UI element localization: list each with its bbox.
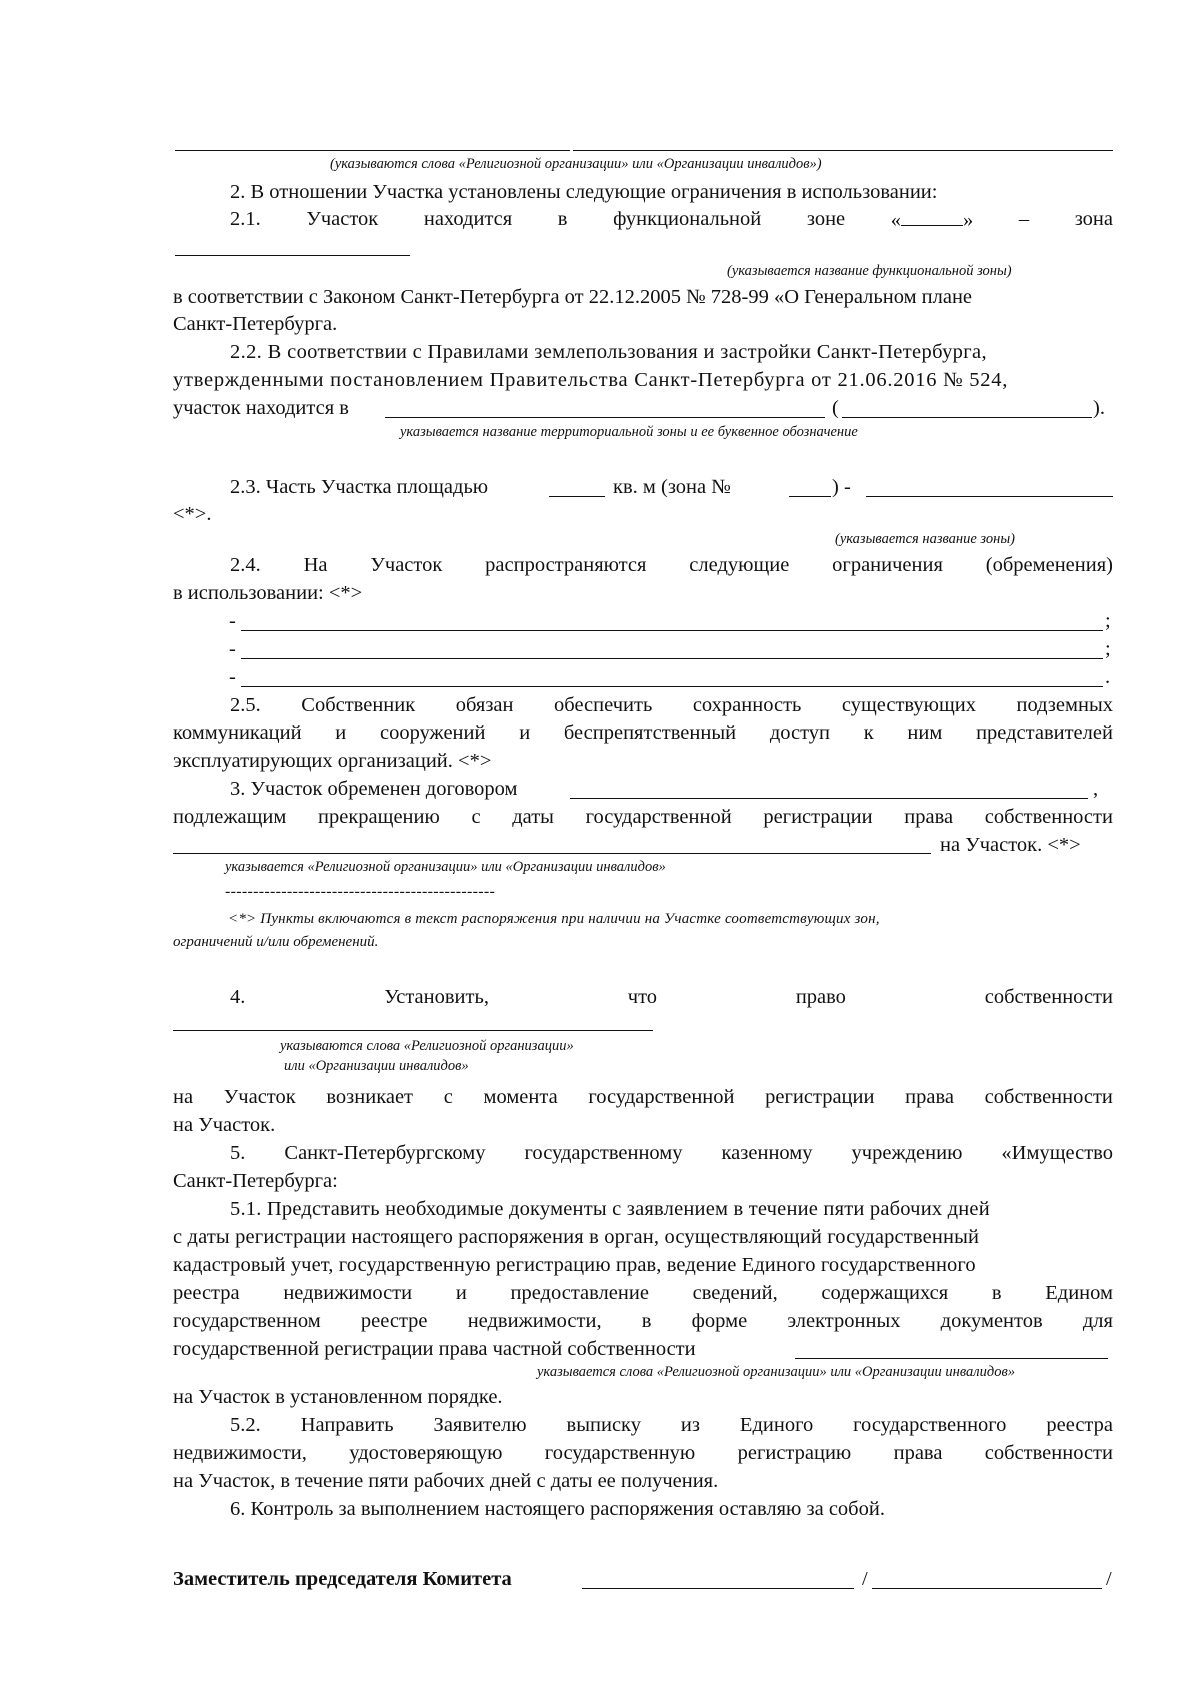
blank-line: [866, 496, 1113, 497]
hint-org-4: указывается слова «Религиозной организации» или «Организации инвалидов»: [537, 1364, 1015, 1380]
paragraph-2-4-text: в использовании: <*>: [173, 582, 363, 604]
signature-slash: /: [862, 1568, 868, 1590]
signature-name-line: [872, 1588, 1102, 1589]
paragraph-5-2: 5.2. Направить Заявителю выписку из Единого государственного реестра: [230, 1414, 1113, 1436]
paragraph-2-5-text: эксплуатирующих организаций. <*>: [173, 750, 492, 772]
signature-label: Заместитель председателя Комитета: [173, 1568, 512, 1590]
paragraph-5-1-text: государственной регистрации права частной собственности: [173, 1338, 696, 1360]
hint-zone-name: (указывается название зоны): [835, 531, 1015, 547]
paragraph-2: 2. В отношении Участка установлены следующие ограничения в использовании:: [230, 181, 938, 203]
paragraph-3-end: на Участок. <*>: [940, 834, 1081, 856]
hint-terr-zone: указывается название территориальной зоны и ее буквенное обозначение: [400, 424, 858, 440]
paren-close: ).: [1093, 397, 1105, 419]
paragraph-2-2-text: участок находится в: [173, 397, 349, 419]
paragraph-5-1-text: кадастровый учет, государственную регистрацию прав, ведение Единого государственного: [173, 1254, 976, 1276]
paragraph-5-1-text: на Участок в установленном порядке.: [173, 1386, 503, 1408]
paragraph-5-1-text: реестра недвижимости и предоставление сведений, содержащихся в Едином: [173, 1282, 1113, 1304]
blank-line: [570, 798, 1088, 799]
blank-line: [173, 853, 931, 854]
list-dot: .: [1105, 666, 1111, 688]
paragraph-4: 4. Установить, что право собственности: [230, 986, 1113, 1008]
blank-line: [241, 630, 1103, 631]
paragraph-5-text: Санкт-Петербурга:: [173, 1170, 338, 1192]
list-dash: -: [229, 666, 236, 688]
paragraph-2-5-text: коммуникаций и сооружений и беспрепятственный доступ к ним представителей: [173, 722, 1113, 744]
hint-func-zone: (указывается название функциональной зоны): [727, 263, 1012, 279]
paragraph-2-3-note: <*>.: [173, 503, 212, 525]
paragraph-3-text: подлежащим прекращению с даты государственной регистрации права собственности: [173, 806, 1113, 828]
blank-line: [573, 150, 1113, 151]
paragraph-2-3-end: ) -: [832, 476, 851, 498]
paragraph-3: 3. Участок обременен договором: [230, 778, 518, 800]
paragraph-2-1-text: Санкт-Петербурга.: [173, 313, 338, 335]
paragraph-5-1: 5.1. Представить необходимые документы с заявлением в течение пяти рабочих дней: [230, 1198, 990, 1220]
paragraph-5-2-text: на Участок, в течение пяти рабочих дней с даты ее получения.: [173, 1470, 719, 1492]
list-semicolon: ;: [1105, 638, 1111, 660]
hint-org-top: (указываются слова «Религиозной организации» или «Организации инвалидов»): [330, 156, 822, 172]
hint-org-2: указывается «Религиозной организации» или «Организации инвалидов»: [225, 859, 666, 875]
paragraph-4-text: на Участок возникает с момента государственной регистрации права собственности: [173, 1086, 1113, 1108]
blank-line: [175, 150, 570, 151]
blank-line: [842, 417, 1092, 418]
signature-line: [582, 1588, 854, 1589]
blank-line: [241, 658, 1103, 659]
paragraph-2-2: 2.2. В соответствии с Правилами землепользования и застройки Санкт-Петербурга,: [230, 341, 987, 363]
hint-org-3: указываются слова «Религиозной организации»: [280, 1038, 574, 1054]
blank-line: [549, 496, 605, 497]
paragraph-2-3-unit: кв. м (зона №: [613, 476, 731, 498]
paragraph-2-4: 2.4. На Участок распространяются следующие ограничения (обременения): [230, 554, 1113, 576]
blank-line: [173, 1030, 653, 1031]
paragraph-2-5: 2.5. Собственник обязан обеспечить сохранность существующих подземных: [230, 694, 1113, 716]
blank-line: [175, 255, 410, 256]
paragraph-3-comma: ,: [1093, 778, 1099, 800]
hint-org-3: или «Организации инвалидов»: [284, 1058, 469, 1074]
paren-open: (: [832, 397, 839, 419]
paragraph-2-1: 2.1. Участок находится в функциональной зоне « » – зона: [230, 208, 1113, 231]
paragraph-5: 5. Санкт-Петербургскому государственному казенному учреждению «Имущество: [230, 1142, 1113, 1164]
footnote: ограничений и/или обременений.: [173, 934, 379, 950]
blank-line: [241, 686, 1103, 687]
paragraph-4-text: на Участок.: [173, 1114, 276, 1136]
paragraph-5-2-text: недвижимости, удостоверяющую государственную регистрацию права собственности: [173, 1442, 1113, 1464]
footnote: <*> Пункты включаются в текст распоряжения при наличии на Участке соответствующих зон,: [228, 911, 880, 927]
list-semicolon: ;: [1105, 610, 1111, 632]
signature-slash: /: [1106, 1568, 1112, 1590]
blank-line: [795, 1358, 1108, 1359]
paragraph-5-1-text: государственном реестре недвижимости, в форме электронных документов для: [173, 1310, 1113, 1332]
paragraph-6: 6. Контроль за выполнением настоящего распоряжения оставляю за собой.: [230, 1498, 885, 1520]
paragraph-2-1-text: в соответствии с Законом Санкт-Петербурга от 22.12.2005 № 728-99 «О Генеральном плане: [173, 286, 973, 308]
paragraph-5-1-text: с даты регистрации настоящего распоряжения в орган, осуществляющий государственный: [173, 1226, 980, 1248]
blank-line: [789, 496, 831, 497]
footnote-separator: ------------------------------------------------: [225, 883, 496, 900]
paragraph-2-2-text: утвержденными постановлением Правительства Санкт-Петербурга от 21.06.2016 № 524,: [173, 369, 1009, 391]
blank-line: [385, 417, 825, 418]
paragraph-2-3: 2.3. Часть Участка площадью: [230, 476, 489, 498]
list-dash: -: [229, 638, 236, 660]
list-dash: -: [229, 610, 236, 632]
